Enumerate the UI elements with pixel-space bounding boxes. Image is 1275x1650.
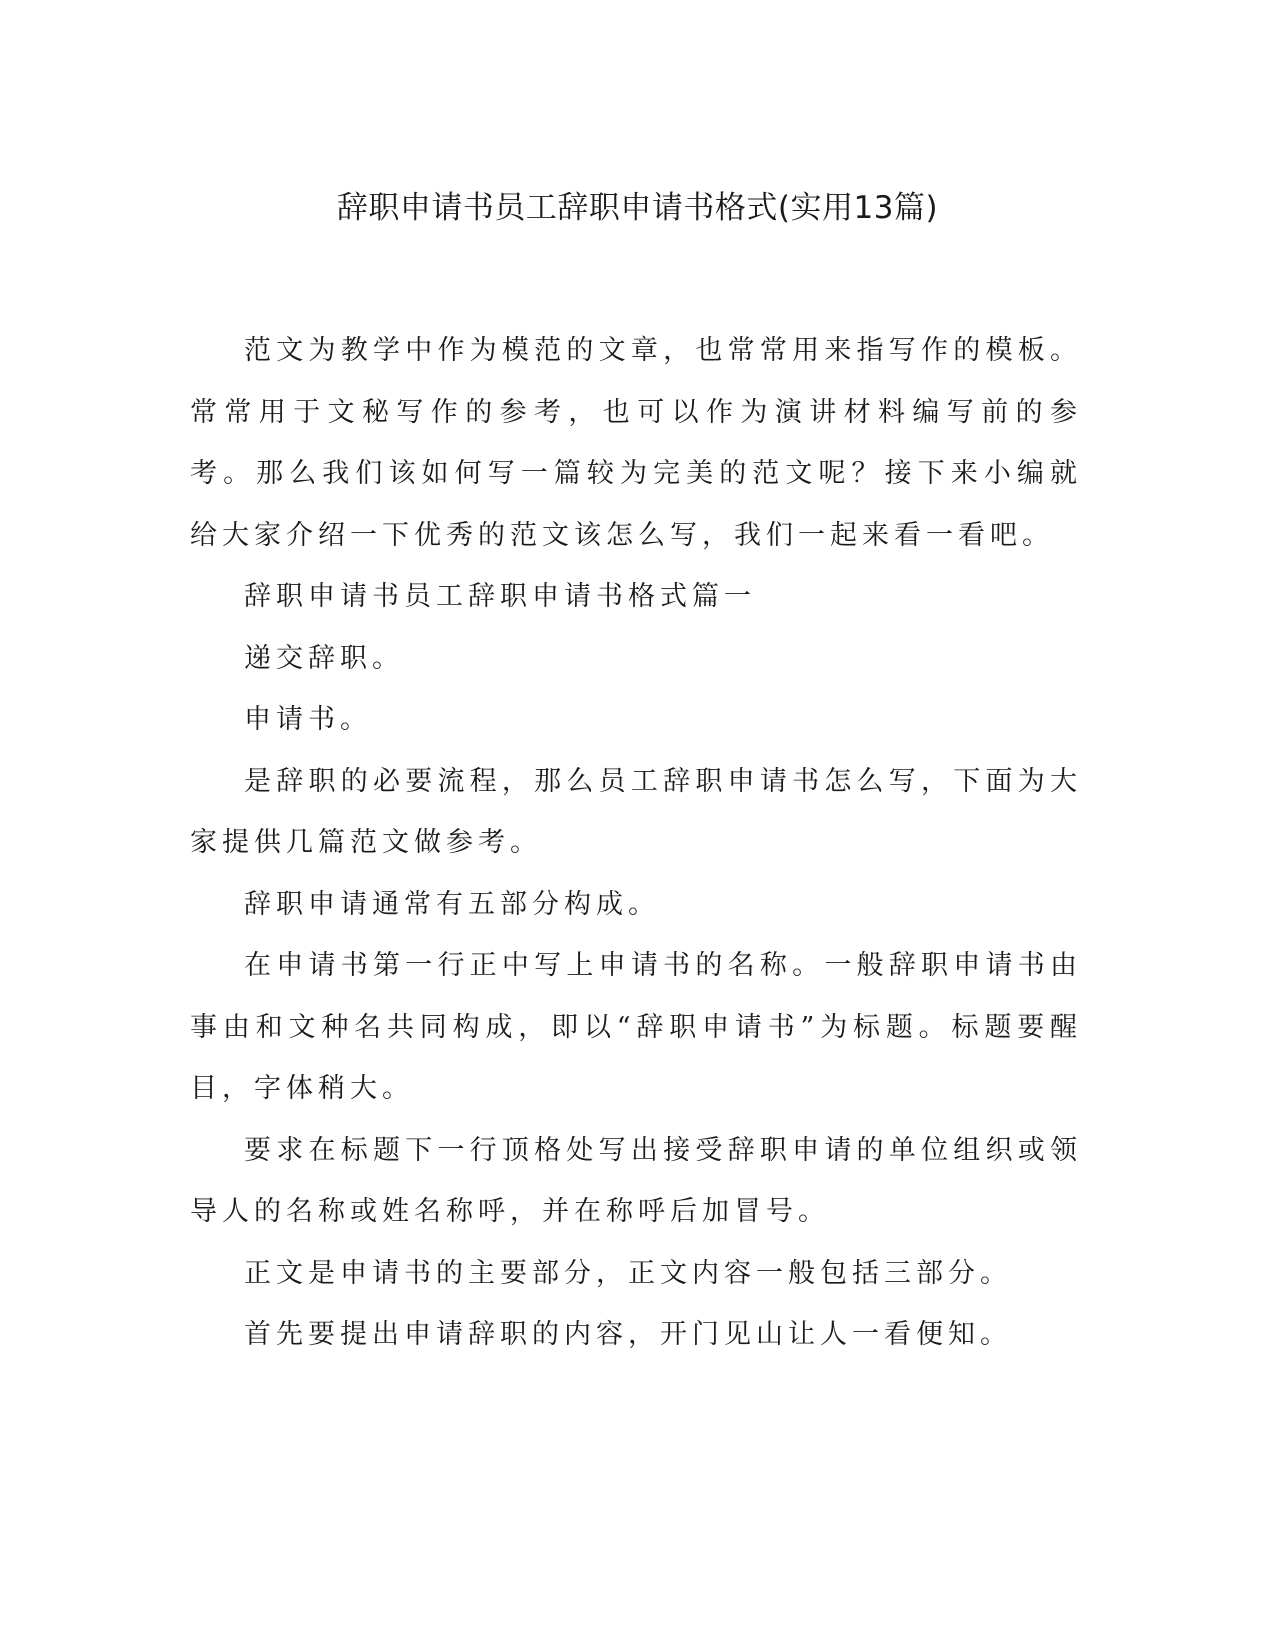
paragraph: 在申请书第一行正中写上申请书的名称。一般辞职申请书由事由和文种名共同构成，即以“辞职申请书”为标题。标题要醒目，字体稍大。 [190,950,1082,1104]
paragraph: 是辞职的必要流程，那么员工辞职申请书怎么写，下面为大家提供几篇范文做参考。 [190,765,1082,858]
paragraph: 辞职申请通常有五部分构成。 [244,888,660,920]
document-body [190,320,1082,1366]
paragraph: 申请书。 [244,704,372,735]
paragraph: 正文是申请书的主要部分，正文内容一般包括三部分。 [244,1257,1012,1289]
paragraph: 要求在标题下一行顶格处写出接受辞职申请的单位组织或领导人的名称或姓名称呼，并在称呼后加冒号。 [190,1134,1082,1227]
paragraph: 递交辞职。 [244,642,404,674]
paragraph-section-heading: 辞职申请书员工辞职申请书格式篇一 [244,581,756,612]
paragraph: 首先要提出申请辞职的内容，开门见山让人一看便知。 [244,1319,1012,1350]
document-title: 辞职申请书员工辞职申请书格式(实用13篇) [336,190,939,226]
paragraph-intro: 范文为教学中作为模范的文章，也常常用来指写作的模板。常常用于文秘写作的参考，也可以作为演讲材料编写前的参考。那么我们该如何写一篇较为完美的范文呢？接下来小编就给大家介绍一下优秀的范文该怎么写，我们一起来看一看吧。 [190,335,1082,551]
